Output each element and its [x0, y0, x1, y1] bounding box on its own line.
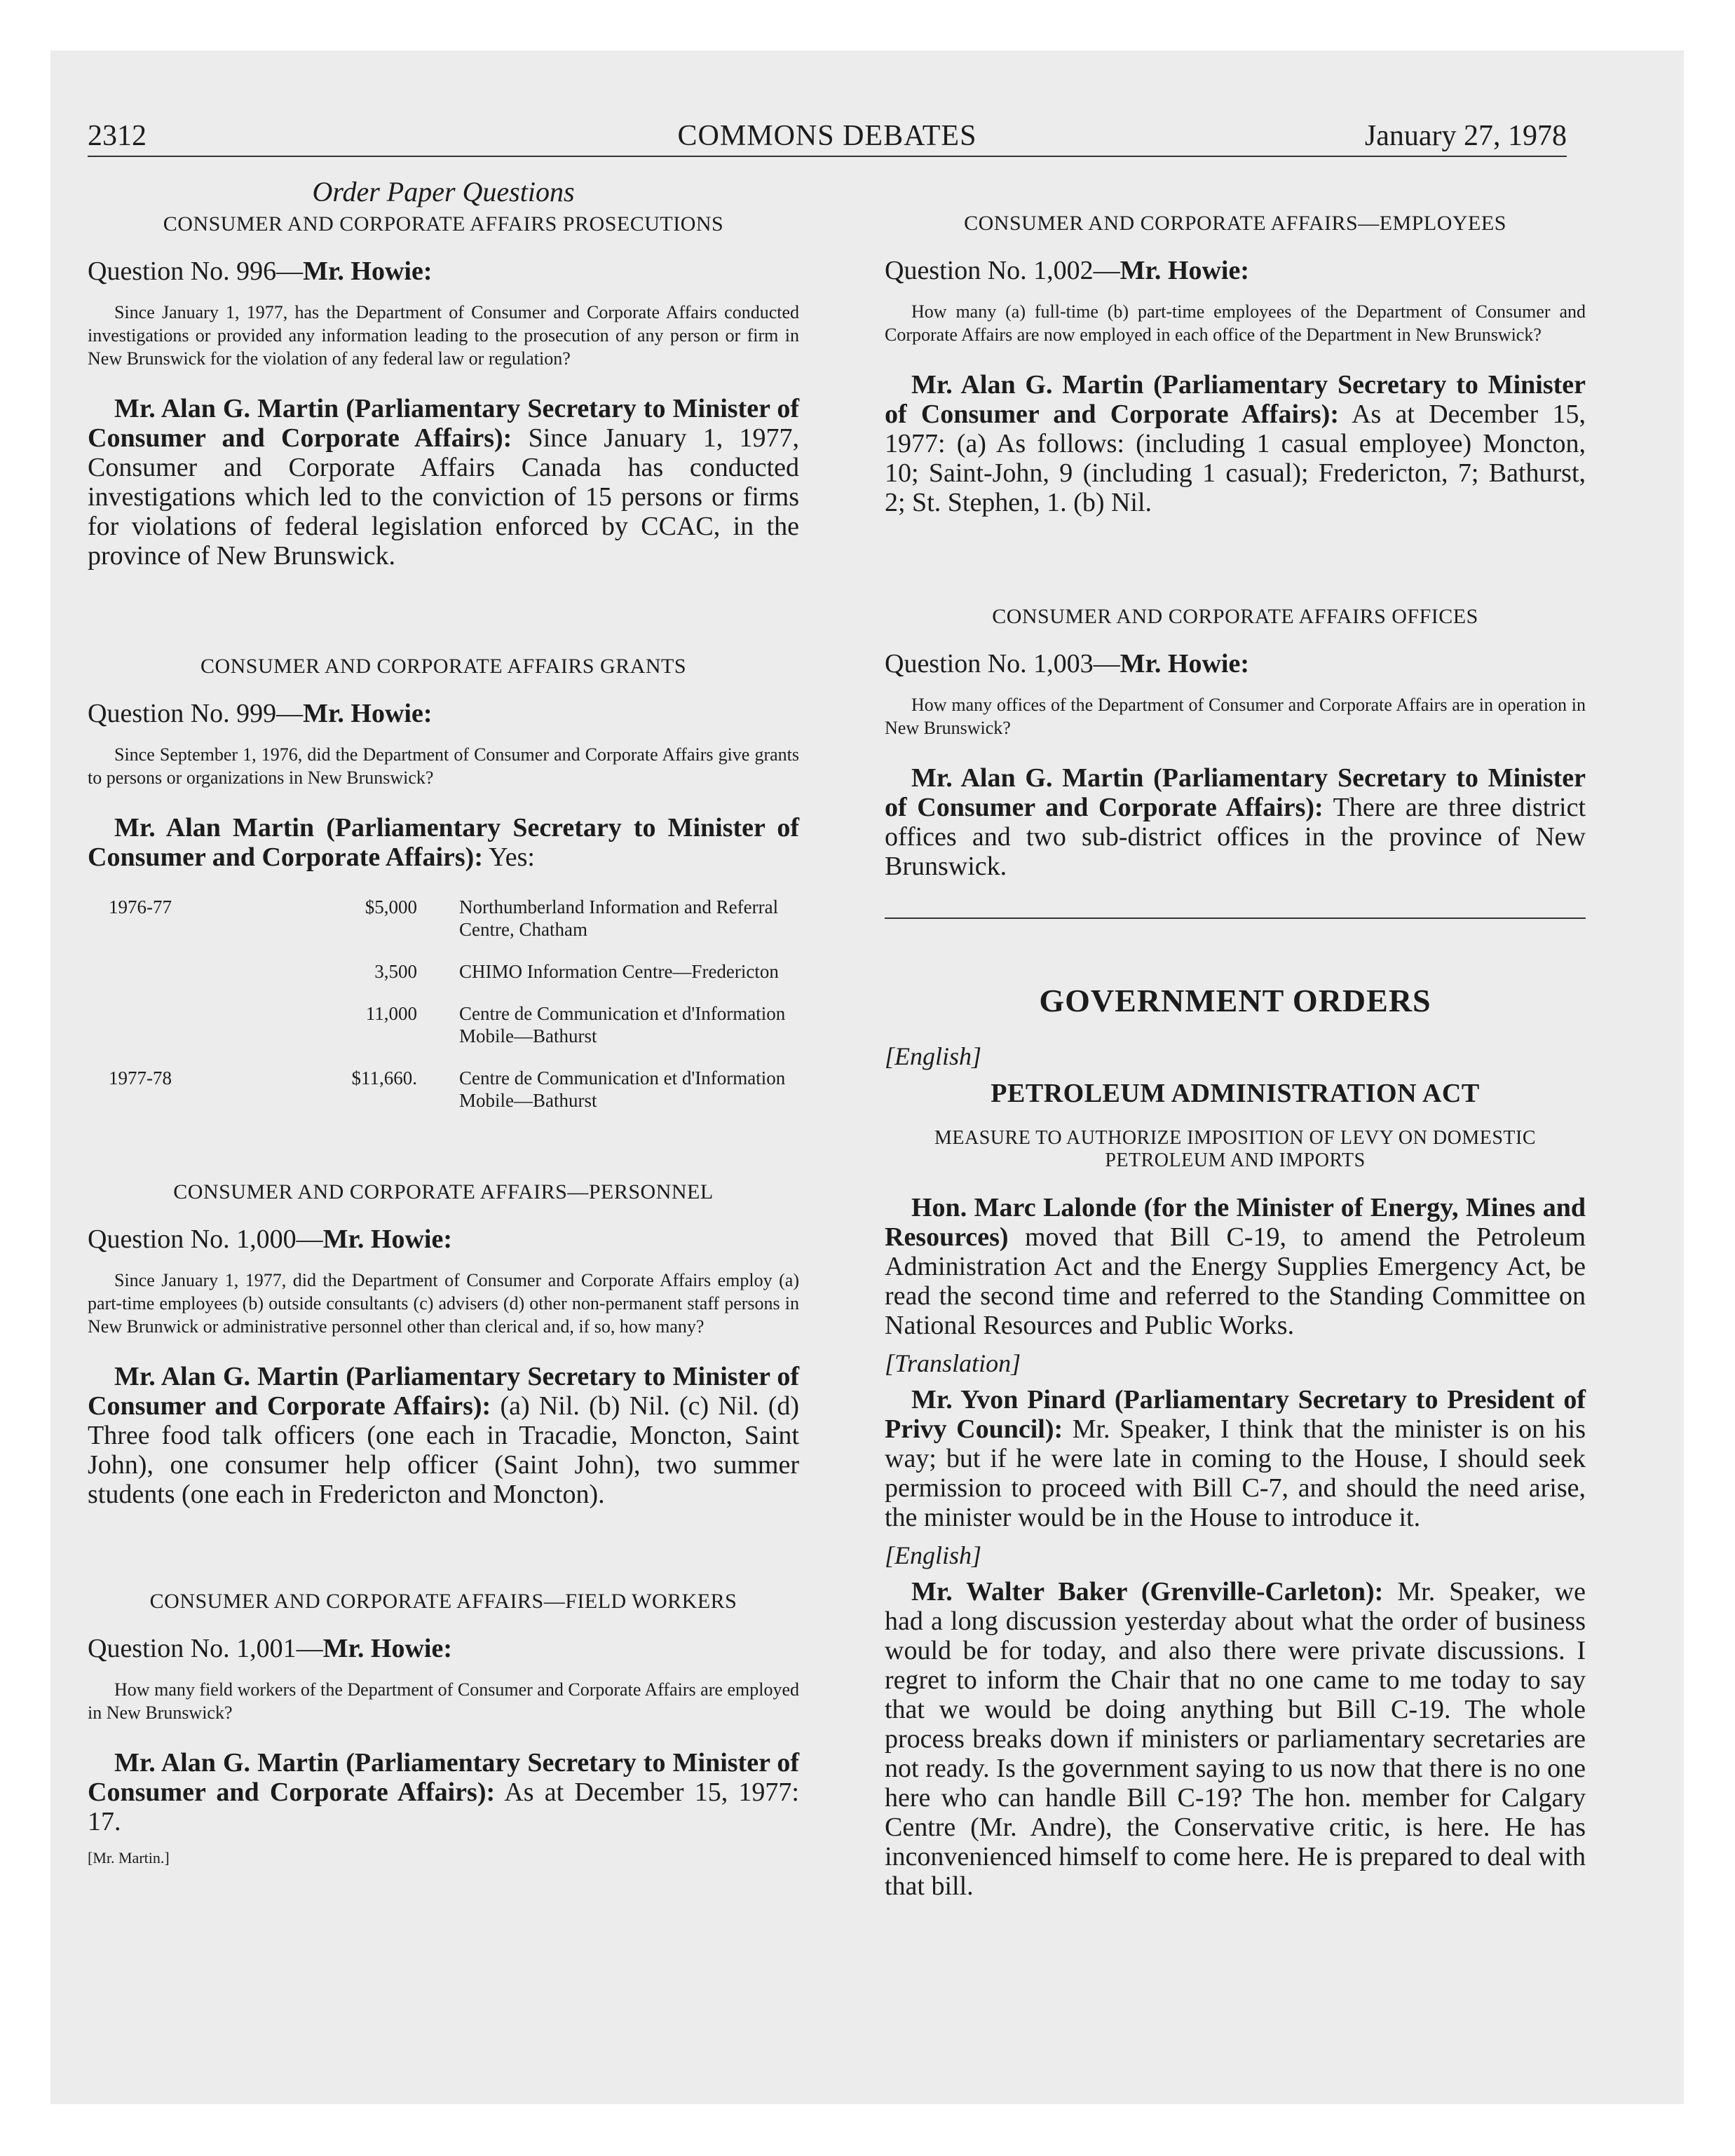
- language-marker: [Translation]: [885, 1349, 1021, 1377]
- table-row: [88, 960, 789, 1002]
- government-orders-heading: GOVERNMENT ORDERS: [1039, 983, 1431, 1018]
- speaker: Mr. Alan G. Martin (Parliamentary Secretary to Minister of Consumer and Corporate Affairs):: [885, 370, 1586, 429]
- paragraph: [885, 1385, 1586, 1532]
- question-title: CONSUMER AND CORPORATE AFFAIRS—PERSONNEL: [173, 1180, 714, 1203]
- question-1003: [885, 605, 1586, 881]
- question-title: CONSUMER AND CORPORATE AFFAIRS GRANTS: [200, 655, 687, 678]
- grant-recipient: Northumberland Information and Referral Centre, Chatham: [459, 896, 779, 940]
- question-number: Question No. 1,001—: [88, 1634, 323, 1663]
- speaker: Mr. Alan G. Martin (Parliamentary Secretary to Minister of Consumer and Corporate Affairs):: [88, 1362, 799, 1421]
- question-line: [885, 648, 1586, 679]
- speaker: Hon. Marc Lalonde (for the Minister of Energy, Mines and Resources): [885, 1193, 1586, 1252]
- asker: Mr. Howie:: [322, 1634, 452, 1663]
- paragraph-text: Mr. Speaker, we had a long discussion yesterday about what the order of business would be for today, and also there were private discussions. I regret to inform the Chair that no one came to me today to say that we would be doing anything but Bill C-19. The whole process breaks down if ministers or parliamentary secretaries are not ready. Is the government saying to us now that there is no one here who can handle Bill C-19? The hon. member for Calgary Centre (Mr. Andre), the Conservative critic, is here. He has inconvenienced himself to come here. He is prepared to deal with that bill.: [885, 1577, 1586, 1901]
- grant-recipient: Centre de Communication et d'Information Mobile—Bathurst: [459, 1067, 786, 1111]
- left-column: [88, 175, 799, 1867]
- paragraph: [885, 1577, 1586, 1901]
- paragraph-text: moved that Bill C-19, to amend the Petroleum Administration Act and the Energy Supplies Emergency Act, be read the second time and referred to the Standing Committee on National Resources and Public Works.: [885, 1222, 1586, 1340]
- speaker: Mr. Alan G. Martin (Parliamentary Secretary to Minister of Consumer and Corporate Affairs):: [885, 763, 1586, 822]
- grant-amount: 11,000: [365, 1003, 417, 1024]
- answer: [88, 813, 799, 872]
- question-title: CONSUMER AND CORPORATE AFFAIRS—EMPLOYEES: [964, 212, 1506, 235]
- question-text: Since January 1, 1977, has the Department of Consumer and Corporate Affairs conducted investigations or provided any information leading to the prosecution of any person or firm in New Brunswick for the violation of any federal law or regulation?: [88, 302, 799, 369]
- right-column: [885, 175, 1586, 1909]
- table-row: [88, 896, 789, 960]
- question-text: Since January 1, 1977, did the Department of Consumer and Corporate Affairs employ (a) part-time employees (b) outside consultants (c) advisers (d) other non-permanent staff persons in New Brunwick or administrative personnel other than clerical and, if so, how many?: [88, 1270, 799, 1337]
- answer: [885, 370, 1586, 517]
- question-number: Question No. 996—: [88, 257, 304, 286]
- question-title: CONSUMER AND CORPORATE AFFAIRS OFFICES: [992, 605, 1478, 628]
- question-number: Question No. 1,002—: [885, 256, 1120, 285]
- answer: [88, 1362, 799, 1509]
- page-number: 2312: [88, 120, 147, 152]
- answer: [88, 394, 799, 571]
- measure-title: MEASURE TO AUTHORIZE IMPOSITION OF LEVY ON DOMESTIC PETROLEUM AND IMPORTS: [934, 1127, 1536, 1171]
- question-text: How many offices of the Department of Consumer and Corporate Affairs are in operation in New Brunswick?: [885, 695, 1586, 738]
- asker: Mr. Howie:: [303, 257, 433, 286]
- section-divider: [885, 917, 1586, 919]
- question-number: Question No. 1,003—: [885, 649, 1120, 678]
- grant-year: 1977-78: [109, 1067, 172, 1089]
- question-title: CONSUMER AND CORPORATE AFFAIRS—FIELD WORKERS: [149, 1590, 737, 1613]
- grant-recipient: Centre de Communication et d'Information Mobile—Bathurst: [459, 1003, 786, 1046]
- grant-year: 1976-77: [109, 896, 172, 917]
- speaker: Mr. Walter Baker (Grenville-Carleton):: [911, 1577, 1384, 1606]
- asker: Mr. Howie:: [322, 1224, 452, 1254]
- grant-recipient: CHIMO Information Centre—Fredericton: [459, 961, 779, 982]
- answer-text: Yes:: [489, 842, 535, 872]
- speaker: Mr. Alan G. Martin (Parliamentary Secretary to Minister of Consumer and Corporate Affairs):: [88, 394, 799, 453]
- asker: Mr. Howie:: [1120, 256, 1249, 285]
- grant-year: [88, 960, 319, 1002]
- question-line: [88, 256, 799, 287]
- government-orders: [885, 982, 1586, 1901]
- question-996: [88, 212, 799, 571]
- language-marker: [English]: [885, 1042, 982, 1070]
- question-999: [88, 655, 799, 1131]
- grant-year: [88, 1002, 319, 1067]
- table-row: [88, 1002, 789, 1067]
- question-line: [88, 1224, 799, 1255]
- answer: [88, 1748, 799, 1836]
- grant-amount: $5,000: [365, 896, 417, 917]
- question-number: Question No. 1,000—: [88, 1224, 323, 1254]
- speaker-note: [Mr. Martin.]: [88, 1849, 170, 1867]
- speaker: Mr. Yvon Pinard (Parliamentary Secretary to President of Privy Council):: [885, 1385, 1586, 1444]
- speaker: Mr. Alan G. Martin (Parliamentary Secretary to Minister of Consumer and Corporate Affairs):: [88, 1748, 799, 1807]
- grant-amount: 3,500: [374, 961, 417, 982]
- question-text: How many field workers of the Department of Consumer and Corporate Affairs are employed in New Brunswick?: [88, 1679, 799, 1723]
- answer-text: (a) Nil. (b) Nil. (c) Nil. (d) Three food talk officers (one each in Tracadie, Moncton, Saint John), one consumer help officer (Saint John), two summer students (one each in Fredericton and Moncton).: [88, 1391, 800, 1509]
- question-text: How many (a) full-time (b) part-time employees of the Department of Consumer and Corporate Affairs are now employed in each office of the Department in New Brunswick?: [885, 301, 1586, 345]
- answer-text: There are three district offices and two sub-district offices in the province of New Brunswick.: [885, 793, 1586, 881]
- paragraph: [885, 1193, 1586, 1340]
- section-heading: Order Paper Questions: [312, 176, 575, 207]
- page-header: [88, 119, 1567, 154]
- grant-amount: $11,660.: [351, 1067, 417, 1089]
- publication-title: COMMONS DEBATES: [677, 120, 977, 152]
- header-rule: [88, 156, 1567, 157]
- question-1002: [885, 212, 1586, 517]
- question-text: Since September 1, 1976, did the Department of Consumer and Corporate Affairs give grants to persons or organizations in New Brunswick?: [88, 744, 799, 788]
- question-title: CONSUMER AND CORPORATE AFFAIRS PROSECUTIONS: [163, 212, 724, 236]
- issue-date: January 27, 1978: [1364, 120, 1567, 152]
- question-1001: [88, 1590, 799, 1867]
- grants-table: [88, 896, 789, 1131]
- asker: Mr. Howie:: [303, 699, 433, 728]
- answer-text: As at December 15, 1977: (a) As follows: (including 1 casual employee) Moncton, 10; Saint-John, 9 (including 1 casual); Fredericton, 7; Bathurst, 2; St. Stephen, 1. (b) Nil.: [885, 400, 1586, 517]
- paragraph-text: Mr. Speaker, I think that the minister is on his way; but if he were late in coming to the House, I should seek permission to proceed with Bill C-7, and should the need arise, the minister would be in the House to introduce it.: [885, 1414, 1586, 1532]
- asker: Mr. Howie:: [1120, 649, 1249, 678]
- speaker: Mr. Alan Martin (Parliamentary Secretary to Minister of Consumer and Corporate Affairs):: [88, 813, 799, 872]
- question-1000: [88, 1180, 799, 1509]
- question-line: [885, 255, 1586, 286]
- answer-text: As at December 15, 1977: 17.: [88, 1778, 799, 1836]
- answer-text: Since January 1, 1977, Consumer and Corporate Affairs Canada has conducted investigations which led to the conviction of 15 persons or firms for violations of federal legislation enforced by CCAC, in the province of New Brunswick.: [88, 423, 799, 571]
- question-line: [88, 1633, 799, 1664]
- table-row: [88, 1067, 789, 1131]
- act-title: PETROLEUM ADMINISTRATION ACT: [991, 1079, 1480, 1108]
- answer: [885, 763, 1586, 881]
- question-number: Question No. 999—: [88, 699, 304, 728]
- question-line: [88, 698, 799, 729]
- language-marker: [English]: [885, 1541, 982, 1569]
